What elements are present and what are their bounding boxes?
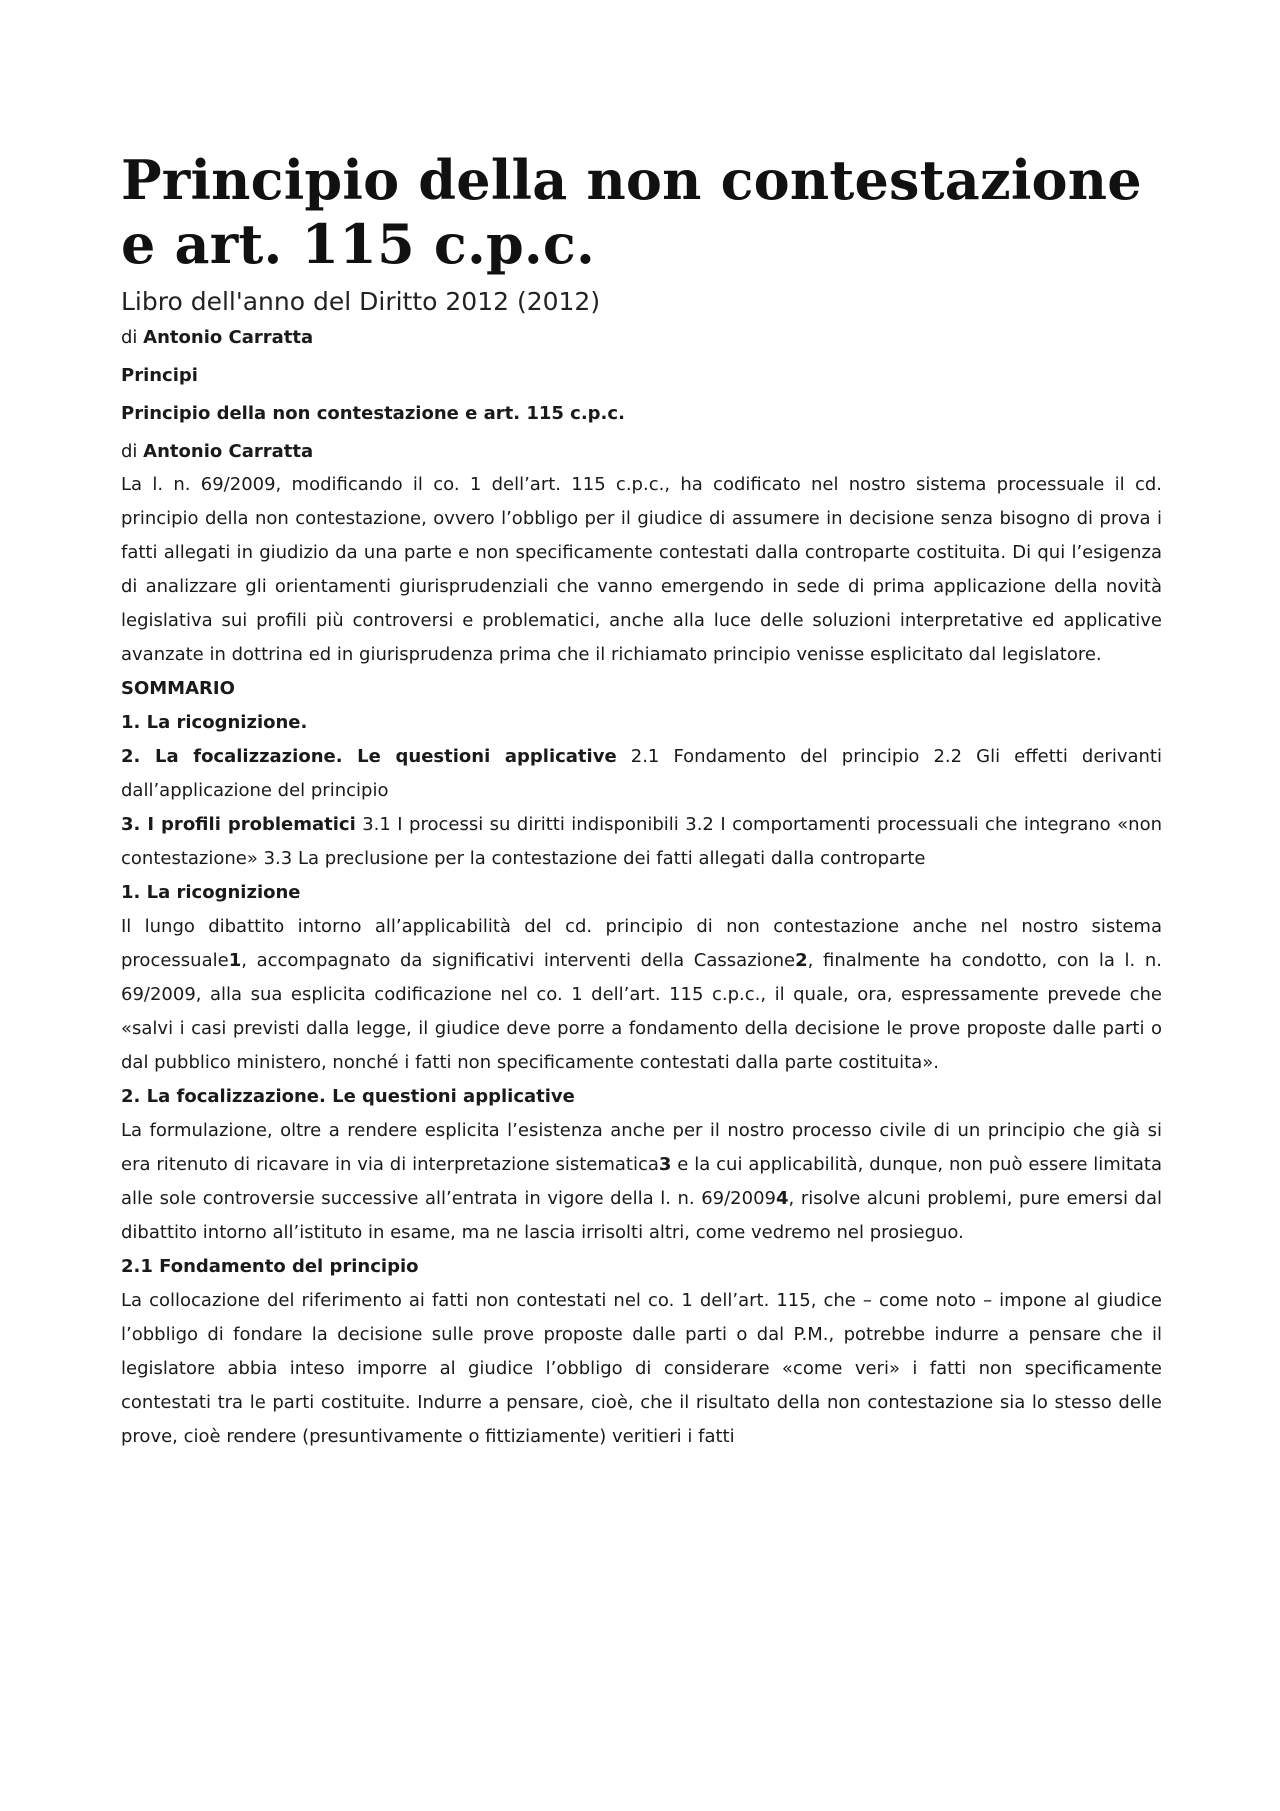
byline-author: Antonio Carratta (143, 327, 314, 348)
footnote-ref-3[interactable]: 3 (658, 1154, 672, 1175)
summary-item-3: 3. I profili problematici 3.1 I processi su diritti indisponibili 3.2 I comportamenti processuali che integrano «non contestazione» 3.3 La preclusione per la contestazione dei fatti allegati dalla controparte (121, 814, 1162, 869)
section-1-paragraph: Il lungo dibattito intorno all’applicabilità del cd. principio di non contestazione anche nel nostro sistema processuale1, accompagnato da significativi interventi della Cassazione2, finalmente ha condotto, con la l. n. 69/2009, alla sua esplicita codificazione nel co. 1 dell’art. 115 c.p.c., il quale, ora, espressamente prevede che «salvi i casi previsti dalla legge, il giudice deve porre a fondamento della decisione le prove proposte dalle parti o dal pubblico ministero, nonché i fatti non specificamente contestati dalla parte costituita». (121, 916, 1162, 1073)
footnote-ref-2[interactable]: 2 (795, 950, 808, 971)
summary-item-1: 1. La ricognizione. (121, 712, 308, 733)
title-line-1: Principio della non contestazione (121, 148, 1142, 212)
footnote-ref-1[interactable]: 1 (228, 950, 242, 971)
abstract-paragraph: La l. n. 69/2009, modificando il co. 1 dell’art. 115 c.p.c., ha codificato nel nostro sistema processuale il cd. principio della non contestazione, ovvero l’obbligo per il giudice di assumere in decisione senza bisogno di prova i fatti allegati in giudizio da una parte e non specificamente contestati dalla controparte costituita. Di qui l’esigenza di analizzare gli orientamenti giurisprudenziali che vanno emergendo in sede di prima applicazione della novità legislativa sui profili più controversi e problematici, anche alla luce delle soluzioni interpretative ed applicative avanzate in dottrina ed in giurisprudenza prima che il richiamato principio venisse esplicitato dal legislatore. (121, 474, 1162, 665)
article-title: Principio della non contestazione e art. 115 c.p.c. (121, 403, 625, 424)
title-line-2: e art. 115 c.p.c. (121, 212, 595, 276)
document-subtitle: Libro dell'anno del Diritto 2012 (2012) (121, 287, 601, 316)
byline-prefix: di (121, 327, 138, 348)
footnote-ref-4[interactable]: 4 (776, 1188, 789, 1209)
section-label: Principi (121, 365, 198, 386)
section-2-1-paragraph: La collocazione del riferimento ai fatti non contestati nel co. 1 dell’art. 115, che – come noto – impone al giudice l’obbligo di fondare la decisione sulle prove proposte dalle parti o dal P.M., potrebbe indurre a pensare che il legislatore abbia inteso imporre al giudice l’obbligo di considerare «come veri» i fatti non specificamente contestati tra le parti costituite. Indurre a pensare, cioè, che il risultato della non contestazione sia lo stesso delle prove, cioè rendere (presuntivamente o fittiziamente) veritieri i fatti (121, 1290, 1162, 1447)
summary-item-2: 2. La focalizzazione. Le questioni applicative 2.1 Fondamento del principio 2.2 Gli effetti derivanti dall’applicazione del principio (121, 746, 1162, 801)
byline (121, 326, 1162, 350)
section-2-paragraph: La formulazione, oltre a rendere esplicita l’esistenza anche per il nostro processo civile di un principio che già si era ritenuto di ricavare in via di interpretazione sistematica3 e la cui applicabilità, dunque, non può essere limitata alle sole controversie successive all’entrata in vigore della l. n. 69/20094, risolve alcuni problemi, pure emersi dal dibattito intorno all’istituto in esame, ma ne lascia irrisolti altri, come vedremo nel prosieguo. (121, 1120, 1163, 1243)
article-byline: di Antonio Carratta (121, 441, 314, 462)
document-title (121, 148, 1162, 276)
section-2-heading: 2. La focalizzazione. Le questioni applicative (121, 1086, 575, 1107)
section-2-1-heading: 2.1 Fondamento del principio (121, 1256, 419, 1277)
summary-heading: SOMMARIO (121, 678, 235, 699)
section-1-heading: 1. La ricognizione (121, 882, 301, 903)
